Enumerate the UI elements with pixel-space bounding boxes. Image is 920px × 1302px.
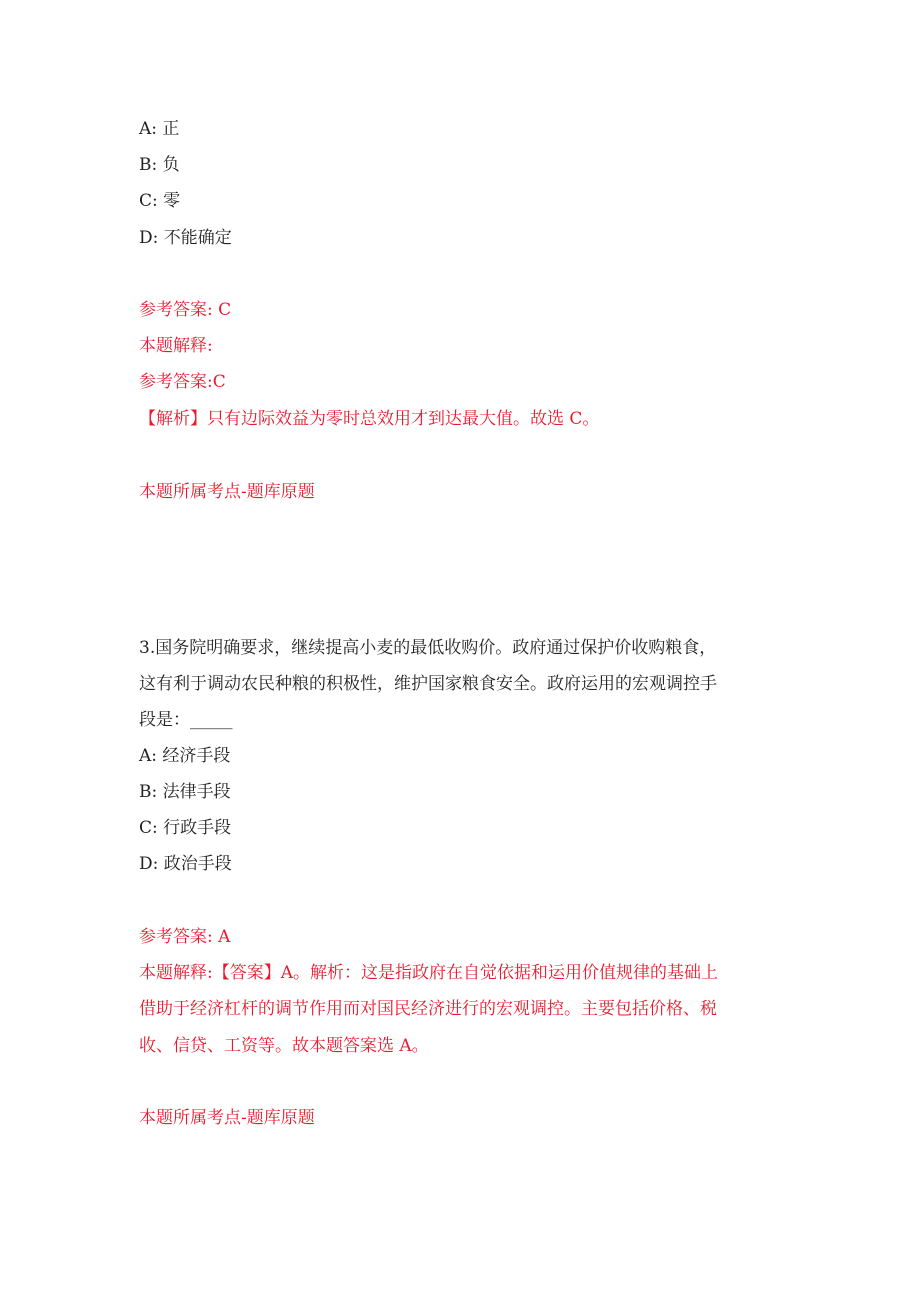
q3-stem-line-3: 段是：_____ [139, 710, 233, 730]
q3-option-d: D: 政治手段 [139, 854, 232, 874]
q3-stem-line-2: 这有利于调动农民种粮的积极性，维护国家粮食安全。政府运用的宏观调控手 [139, 674, 717, 694]
q2-explanation-label: 本题解释: [139, 336, 213, 356]
q2-explanation-answer: 参考答案:C [139, 372, 226, 392]
q3-option-b: B: 法律手段 [139, 782, 231, 802]
q3-source: 本题所属考点-题库原题 [139, 1108, 315, 1128]
q2-option-d: D: 不能确定 [139, 228, 232, 248]
q3-explanation-line-2: 借助于经济杠杆的调节作用而对国民经济进行的宏观调控。主要包括价格、税 [139, 999, 717, 1019]
q2-option-b: B: 负 [139, 155, 180, 175]
q3-option-c: C: 行政手段 [139, 818, 232, 838]
q3-answer-label: 参考答案: A [139, 927, 231, 947]
q2-option-c: C: 零 [139, 191, 181, 211]
q2-answer-label: 参考答案: C [139, 300, 232, 320]
q3-stem-line-1: 3.国务院明确要求，继续提高小麦的最低收购价。政府通过保护价收购粮食， [139, 638, 717, 658]
q2-source: 本题所属考点-题库原题 [139, 482, 315, 502]
q3-explanation-line-3: 收、信贷、工资等。故本题答案选 A。 [139, 1036, 429, 1056]
q2-option-a: A: 正 [139, 119, 180, 139]
q3-option-a: A: 经济手段 [139, 746, 231, 766]
q3-explanation-line-1: 本题解释:【答案】A。解析：这是指政府在自觉依据和运用价值规律的基础上 [139, 963, 719, 983]
q2-explanation-text: 【解析】只有边际效益为零时总效用才到达最大值。故选 C。 [139, 409, 600, 429]
